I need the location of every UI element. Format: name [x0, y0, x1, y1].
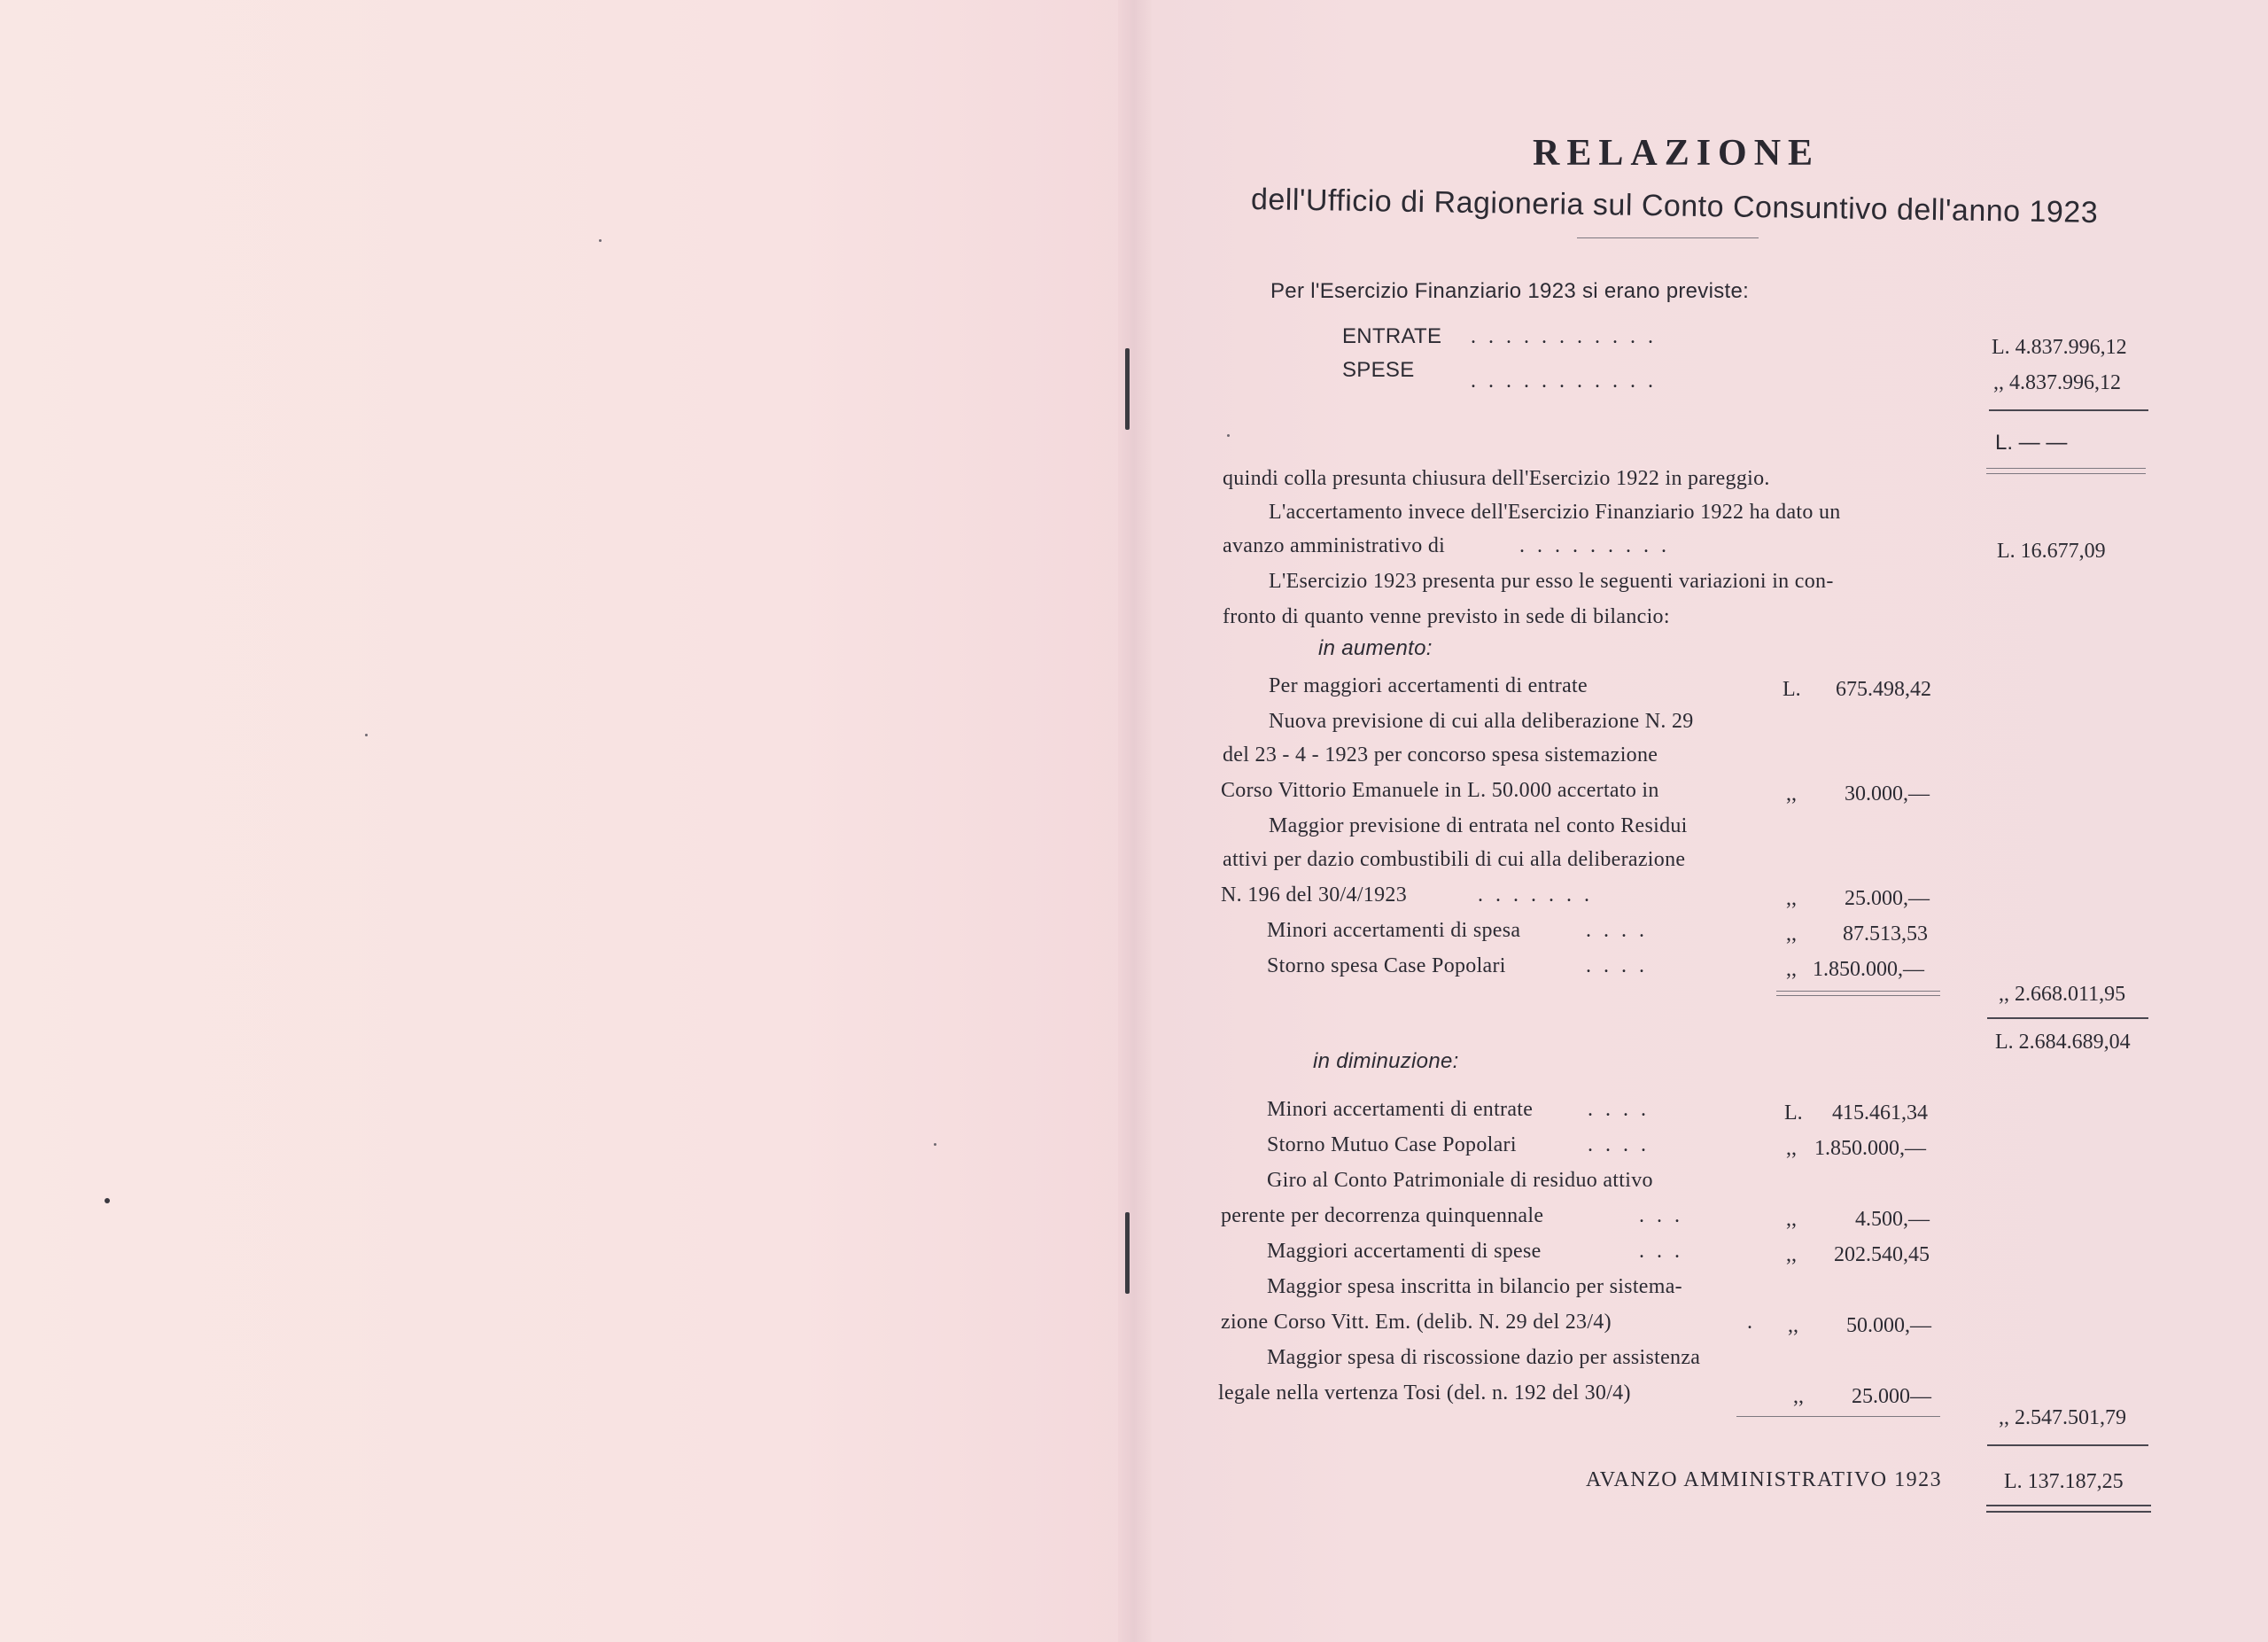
- document-subtitle: dell'Ufficio di Ragioneria sul Conto Consuntivo dell'anno 1923: [1250, 183, 2099, 230]
- aumento-item-value: 675.498,42: [1836, 678, 1931, 701]
- paper-speck: [934, 1143, 936, 1146]
- aumento-item-label: del 23 - 4 - 1923 per concorso spesa sistemazione: [1223, 743, 1658, 767]
- aumento-item-label: attivi per dazio combustibili di cui alla deliberazione: [1223, 848, 1686, 871]
- aumento-item-prefix: ,,: [1786, 887, 1797, 910]
- aumento-item-label: Per maggiori accertamenti di entrate: [1269, 674, 1588, 697]
- paper-speck: [1227, 434, 1230, 437]
- paragraph-variazioni-line2: fronto di quanto venne previsto in sede di bilancio:: [1223, 605, 1670, 628]
- aumento-item-label: Maggior previsione di entrata nel conto Residui: [1269, 814, 1688, 837]
- aumento-item-prefix: ,,: [1786, 958, 1797, 981]
- diminuzione-subtotal-rule: [1736, 1416, 1940, 1417]
- diminuzione-item-label: Minori accertamenti di entrate: [1267, 1098, 1534, 1121]
- paragraph-accertamento-line2: avanzo amministrativo di: [1223, 534, 1446, 557]
- diminuzione-item-label: Maggior spesa inscritta in bilancio per sistema-: [1267, 1275, 1682, 1298]
- aumento-item-value: 1.850.000,—: [1813, 958, 1924, 981]
- aumento-item-value: 25.000,—: [1845, 887, 1930, 910]
- diminuzione-item-value: 1.850.000,—: [1814, 1137, 1926, 1160]
- avanzo-1922-leader: .........: [1519, 534, 1679, 557]
- balance-rule-2: [1986, 473, 2146, 474]
- entrate-label: ENTRATE: [1342, 324, 1442, 348]
- diminuzione-item-label: Maggior spesa di riscossione dazio per assistenza: [1267, 1346, 1701, 1369]
- diminuzione-item-label: legale nella vertenza Tosi (del. n. 192 del 30/4): [1218, 1381, 1631, 1405]
- aumento-item-value: 30.000,—: [1845, 782, 1930, 805]
- diminuzione-item-value: 25.000—: [1852, 1385, 1931, 1408]
- balance-rule-1: [1986, 468, 2146, 469]
- diminuzione-item-value: 4.500,—: [1855, 1208, 1930, 1231]
- aumento-subtotal-rule: [1776, 995, 1940, 996]
- diminuzione-item-label: Maggiori accertamenti di spese: [1267, 1240, 1542, 1263]
- diminuzione-item-leader: ....: [1588, 1098, 1658, 1121]
- diminuzione-item-leader: .: [1747, 1311, 1765, 1334]
- spese-leader: ...........: [1471, 370, 1666, 393]
- avanzo-1922-value: L. 16.677,09: [1997, 540, 2106, 563]
- diminuzione-item-label: Storno Mutuo Case Popolari: [1267, 1133, 1517, 1156]
- diminuzione-heading: in diminuzione:: [1313, 1049, 1459, 1073]
- diminuzione-item-prefix: L.: [1784, 1101, 1803, 1124]
- diminuzione-item-prefix: ,,: [1786, 1243, 1797, 1266]
- diminuzione-item-value: 415.461,34: [1832, 1101, 1928, 1124]
- aumento-subtotal-rule: [1776, 991, 1940, 992]
- intro-line: Per l'Esercizio Finanziario 1923 si erano previste:: [1270, 279, 1750, 303]
- aumento-item-label: Minori accertamenti di spesa: [1267, 919, 1521, 942]
- left-page: [0, 0, 1127, 1642]
- aumento-grand-total: L. 2.684.689,04: [1995, 1031, 2131, 1054]
- diminuzione-total-rule: [1987, 1444, 2148, 1446]
- staple-bottom: [1125, 1212, 1130, 1294]
- diminuzione-item-label: Giro al Conto Patrimoniale di residuo attivo: [1267, 1169, 1653, 1192]
- aumento-item-leader: ....: [1586, 954, 1657, 977]
- avanzo-1923-label: AVANZO AMMINISTRATIVO 1923: [1586, 1468, 1943, 1491]
- paper-speck: [365, 734, 368, 736]
- aumento-item-label: N. 196 del 30/4/1923: [1221, 883, 1407, 907]
- avanzo-rule-2: [1986, 1511, 2151, 1513]
- paragraph-variazioni-line1: L'Esercizio 1923 presenta pur esso le seguenti variazioni in con-: [1269, 570, 1834, 593]
- diminuzione-item-label: perente per decorrenza quinquennale: [1221, 1204, 1544, 1227]
- diminuzione-item-label: zione Corso Vitt. Em. (delib. N. 29 del 23/4): [1221, 1311, 1612, 1334]
- entrate-value: L. 4.837.996,12: [1992, 336, 2127, 359]
- aumento-item-leader: ....: [1586, 919, 1657, 942]
- avanzo-rule-1: [1986, 1505, 2151, 1506]
- paper-speck: [599, 239, 602, 242]
- aumento-item-label: Corso Vittorio Emanuele in L. 50.000 accertato in: [1221, 779, 1659, 802]
- diminuzione-item-leader: ...: [1639, 1204, 1692, 1227]
- aumento-item-leader: .......: [1478, 883, 1602, 907]
- paper-speck: [105, 1198, 110, 1203]
- diminuzione-item-value: 50.000,—: [1846, 1314, 1931, 1337]
- paragraph-pareggio: quindi colla presunta chiusura dell'Esercizio 1922 in pareggio.: [1223, 467, 1770, 490]
- diminuzione-item-prefix: ,,: [1786, 1137, 1797, 1160]
- aumento-item-prefix: ,,: [1786, 922, 1797, 946]
- aumento-item-prefix: L.: [1783, 678, 1801, 701]
- entrate-leader: ...........: [1471, 325, 1666, 348]
- diminuzione-item-value: 202.540,45: [1834, 1243, 1930, 1266]
- aumento-heading: in aumento:: [1318, 636, 1433, 660]
- diminuzione-item-prefix: ,,: [1788, 1314, 1798, 1337]
- diminuzione-item-leader: ....: [1588, 1133, 1658, 1156]
- aumento-item-prefix: ,,: [1786, 782, 1797, 805]
- diminuzione-item-leader: ...: [1639, 1240, 1692, 1263]
- title-divider: [1577, 237, 1759, 238]
- aumento-item-label: Nuova previsione di cui alla deliberazione N. 29: [1269, 710, 1694, 733]
- aumento-total-rule: [1987, 1017, 2148, 1019]
- document-title: RELAZIONE: [1533, 133, 1821, 174]
- diminuzione-total: ,, 2.547.501,79: [1999, 1406, 2126, 1429]
- diminuzione-item-prefix: ,,: [1793, 1385, 1804, 1408]
- diminuzione-item-prefix: ,,: [1786, 1208, 1797, 1231]
- entrate-spese-rule: [1989, 409, 2148, 411]
- aumento-item-value: 87.513,53: [1843, 922, 1928, 946]
- staple-top: [1125, 348, 1130, 430]
- book-gutter: [1118, 0, 1153, 1642]
- balance-value: L. — —: [1995, 431, 2068, 455]
- spese-label: SPESE: [1342, 358, 1415, 382]
- paragraph-accertamento-line1: L'accertamento invece dell'Esercizio Finanziario 1922 ha dato un: [1269, 501, 1841, 524]
- spese-value: ,, 4.837.996,12: [1993, 371, 2121, 394]
- aumento-item-label: Storno spesa Case Popolari: [1267, 954, 1506, 977]
- avanzo-1923-value: L. 137.187,25: [2004, 1470, 2124, 1493]
- aumento-total: ,, 2.668.011,95: [1999, 983, 2126, 1006]
